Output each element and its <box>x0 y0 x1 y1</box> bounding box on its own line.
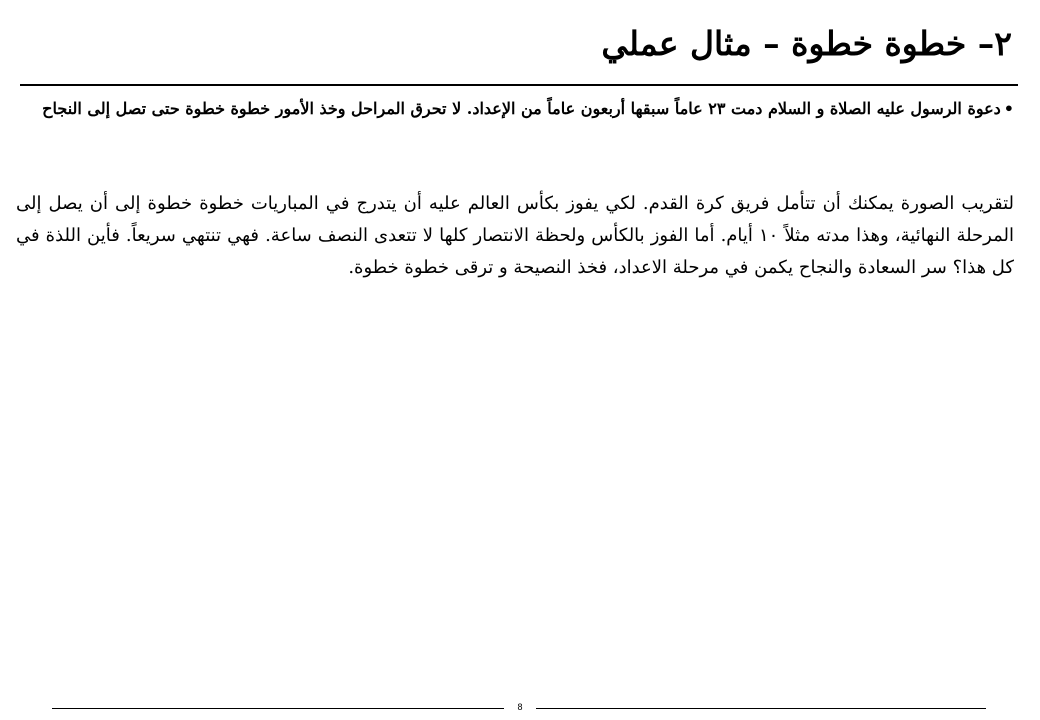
footer-divider-left <box>52 708 504 709</box>
page-number: 8 <box>517 702 523 712</box>
bullet-icon: • <box>1003 99 1014 118</box>
slide-title: ٢– خطوة خطوة – مثال عملي <box>601 24 1012 63</box>
bullet-item <box>16 92 1014 125</box>
footer-divider-right <box>536 708 986 709</box>
body-paragraph: لتقريب الصورة يمكنك أن تتأمل فريق كرة القدم. لكي يفوز بكأس العالم عليه أن يتدرج في المباريات خطوة خطوة إلى أن يصل إلى المرحلة النهائية، وهذا مدته مثلاً ١٠ أيام. أما الفوز بالكأس ولحظة الانتصار كلها لا تتعدى النصف ساعة. فهي تنتهي سريعاً. فأين اللذة في كل هذا؟ سر السعادة والنجاح يكمن في مرحلة الاعداد، فخذ النصيحة و ترقى خطوة خطوة. <box>16 193 1015 278</box>
title-divider <box>20 84 1018 86</box>
bullet-text: دعوة الرسول عليه الصلاة و السلام دمت ٢٣ عاماً سبقها أربعون عاماً من الإعداد. لا تحرق المراحل وخذ الأمور خطوة خطوة حتى تصل إلى النجاح <box>42 99 1001 118</box>
